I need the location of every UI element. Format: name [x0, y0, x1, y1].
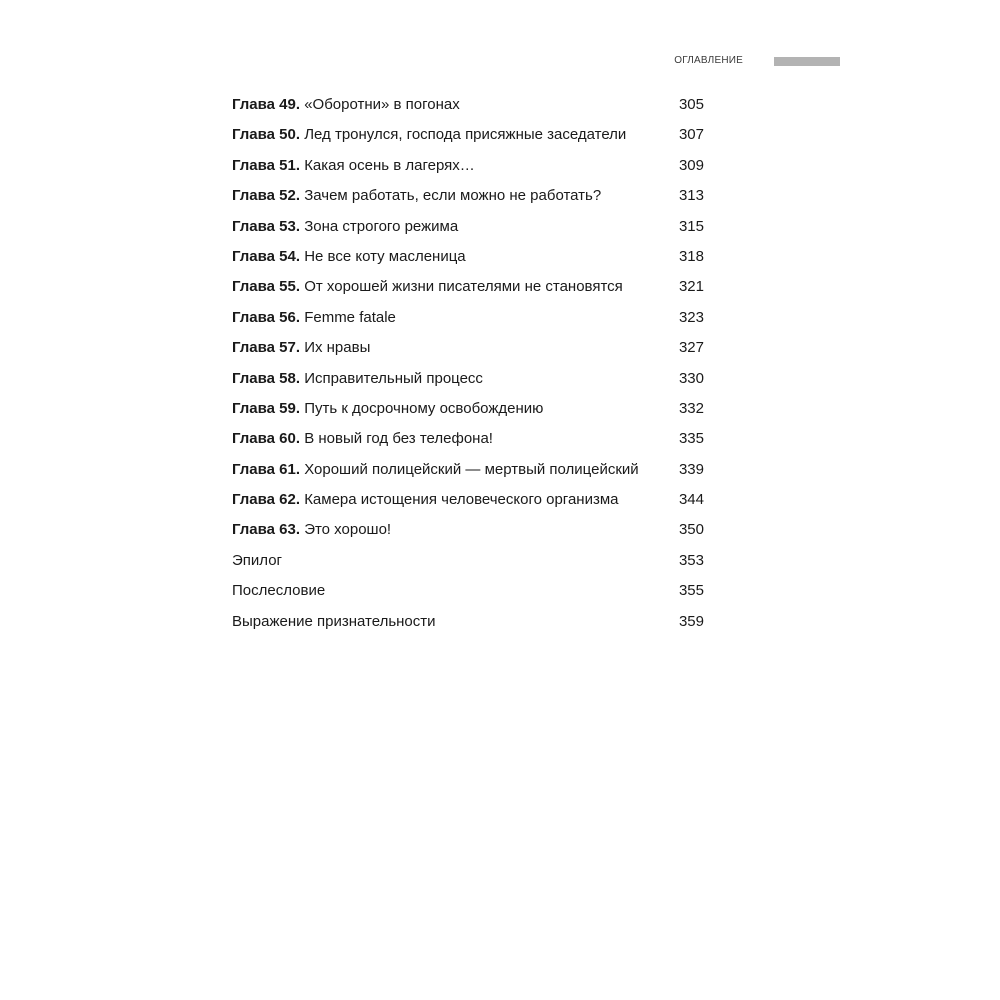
page-number: 313 [678, 187, 704, 205]
chapter-title: Какая осень в лагерях… [304, 156, 475, 174]
toc-entry-chapter-54[interactable] [232, 242, 704, 272]
page-number: 359 [678, 612, 704, 630]
page-number: 344 [678, 491, 704, 509]
chapter-title: Это хорошо! [304, 521, 392, 539]
running-title: ОГЛАВЛЕНИЕ [674, 55, 743, 66]
chapter-title: Зачем работать, если можно не работать? [304, 187, 602, 205]
chapter-title: В новый год без телефона! [304, 430, 493, 448]
chapter-number: Глава 49. [232, 96, 301, 113]
chapter-number: Глава 52. [232, 187, 301, 205]
page-number: 350 [678, 521, 704, 539]
chapter-number: Глава 59. [232, 399, 301, 417]
toc-entry-label [232, 394, 543, 424]
chapter-number: Глава 53. [232, 217, 301, 235]
toc-entry-label [232, 455, 639, 485]
page-number: 353 [678, 551, 704, 569]
chapter-title: Зона строгого режима [304, 217, 459, 235]
chapter-number: Глава 51. [232, 156, 301, 174]
toc-entry-label [232, 90, 460, 120]
page-number: 305 [678, 96, 704, 113]
chapter-title: Их нравы [304, 339, 371, 357]
chapter-title: Путь к досрочному освобождению [304, 399, 544, 417]
page-number: 323 [678, 308, 704, 326]
page-number: 355 [678, 582, 704, 600]
page-number: 332 [678, 399, 704, 417]
toc-entry-chapter-59[interactable] [232, 394, 704, 424]
toc-entry-label [232, 515, 391, 545]
toc-entry-label [232, 576, 325, 606]
toc-entry-chapter-55[interactable] [232, 272, 704, 302]
chapter-number: Глава 54. [232, 247, 301, 265]
toc-entry-label [232, 485, 618, 515]
section-title: Выражение признательности [232, 612, 436, 630]
page-number: 321 [678, 278, 704, 296]
page-number: 330 [678, 369, 704, 387]
chapter-number: Глава 55. [232, 278, 301, 296]
table-of-contents [232, 90, 704, 637]
chapter-number: Глава 62. [232, 491, 301, 509]
section-title: Эпилог [232, 551, 283, 569]
page-number: 307 [678, 126, 704, 144]
chapter-number: Глава 57. [232, 339, 301, 357]
section-title: Послесловие [232, 582, 326, 600]
page-number: 318 [678, 247, 704, 265]
toc-entry-label [232, 242, 466, 272]
toc-entry-epilogue[interactable] [232, 546, 704, 576]
toc-entry-label [232, 607, 436, 637]
chapter-number: Глава 63. [232, 521, 301, 539]
chapter-title: «Оборотни» в погонах [304, 96, 460, 113]
toc-entry-chapter-49[interactable] [232, 90, 704, 120]
chapter-title: Камера истощения человеческого организма [304, 491, 619, 509]
chapter-title: Хороший полицейский — мертвый полицейский [304, 460, 639, 478]
toc-entry-chapter-56[interactable] [232, 303, 704, 333]
toc-entry-label [232, 303, 396, 333]
chapter-title: Лед тронулся, господа присяжные заседатели [304, 126, 627, 144]
chapter-title: От хорошей жизни писателями не становятся [304, 278, 623, 296]
toc-entry-afterword[interactable] [232, 576, 704, 606]
page-number: 315 [678, 217, 704, 235]
chapter-title: Исправительный процесс [304, 369, 483, 387]
page-number: 335 [678, 430, 704, 448]
toc-entry-label [232, 424, 493, 454]
toc-entry-chapter-61[interactable] [232, 455, 704, 485]
toc-entry-label [232, 151, 475, 181]
running-header [600, 54, 840, 68]
toc-entry-label [232, 181, 601, 211]
toc-entry-label [232, 364, 483, 394]
chapter-number: Глава 61. [232, 460, 301, 478]
toc-entry-chapter-52[interactable] [232, 181, 704, 211]
toc-entry-chapter-60[interactable] [232, 424, 704, 454]
toc-entry-acknowledgements[interactable] [232, 607, 704, 637]
toc-entry-chapter-53[interactable] [232, 212, 704, 242]
page-number: 309 [678, 156, 704, 174]
chapter-title: Не все коту масленица [304, 247, 466, 265]
chapter-number: Глава 60. [232, 430, 301, 448]
toc-entry-chapter-50[interactable] [232, 120, 704, 150]
toc-entry-chapter-58[interactable] [232, 364, 704, 394]
header-bar [774, 57, 840, 66]
toc-entry-label [232, 212, 458, 242]
chapter-number: Глава 58. [232, 369, 301, 387]
toc-entry-chapter-63[interactable] [232, 515, 704, 545]
toc-entry-label [232, 120, 626, 150]
toc-entry-chapter-57[interactable] [232, 333, 704, 363]
page-number: 327 [678, 339, 704, 357]
toc-entry-chapter-62[interactable] [232, 485, 704, 515]
toc-entry-chapter-51[interactable] [232, 151, 704, 181]
toc-entry-label [232, 333, 370, 363]
toc-entry-label [232, 546, 282, 576]
page-number: 339 [678, 460, 704, 478]
chapter-number: Глава 56. [232, 308, 301, 326]
chapter-title: Femme fatale [304, 308, 396, 326]
chapter-number: Глава 50. [232, 126, 301, 144]
toc-entry-label [232, 272, 623, 302]
